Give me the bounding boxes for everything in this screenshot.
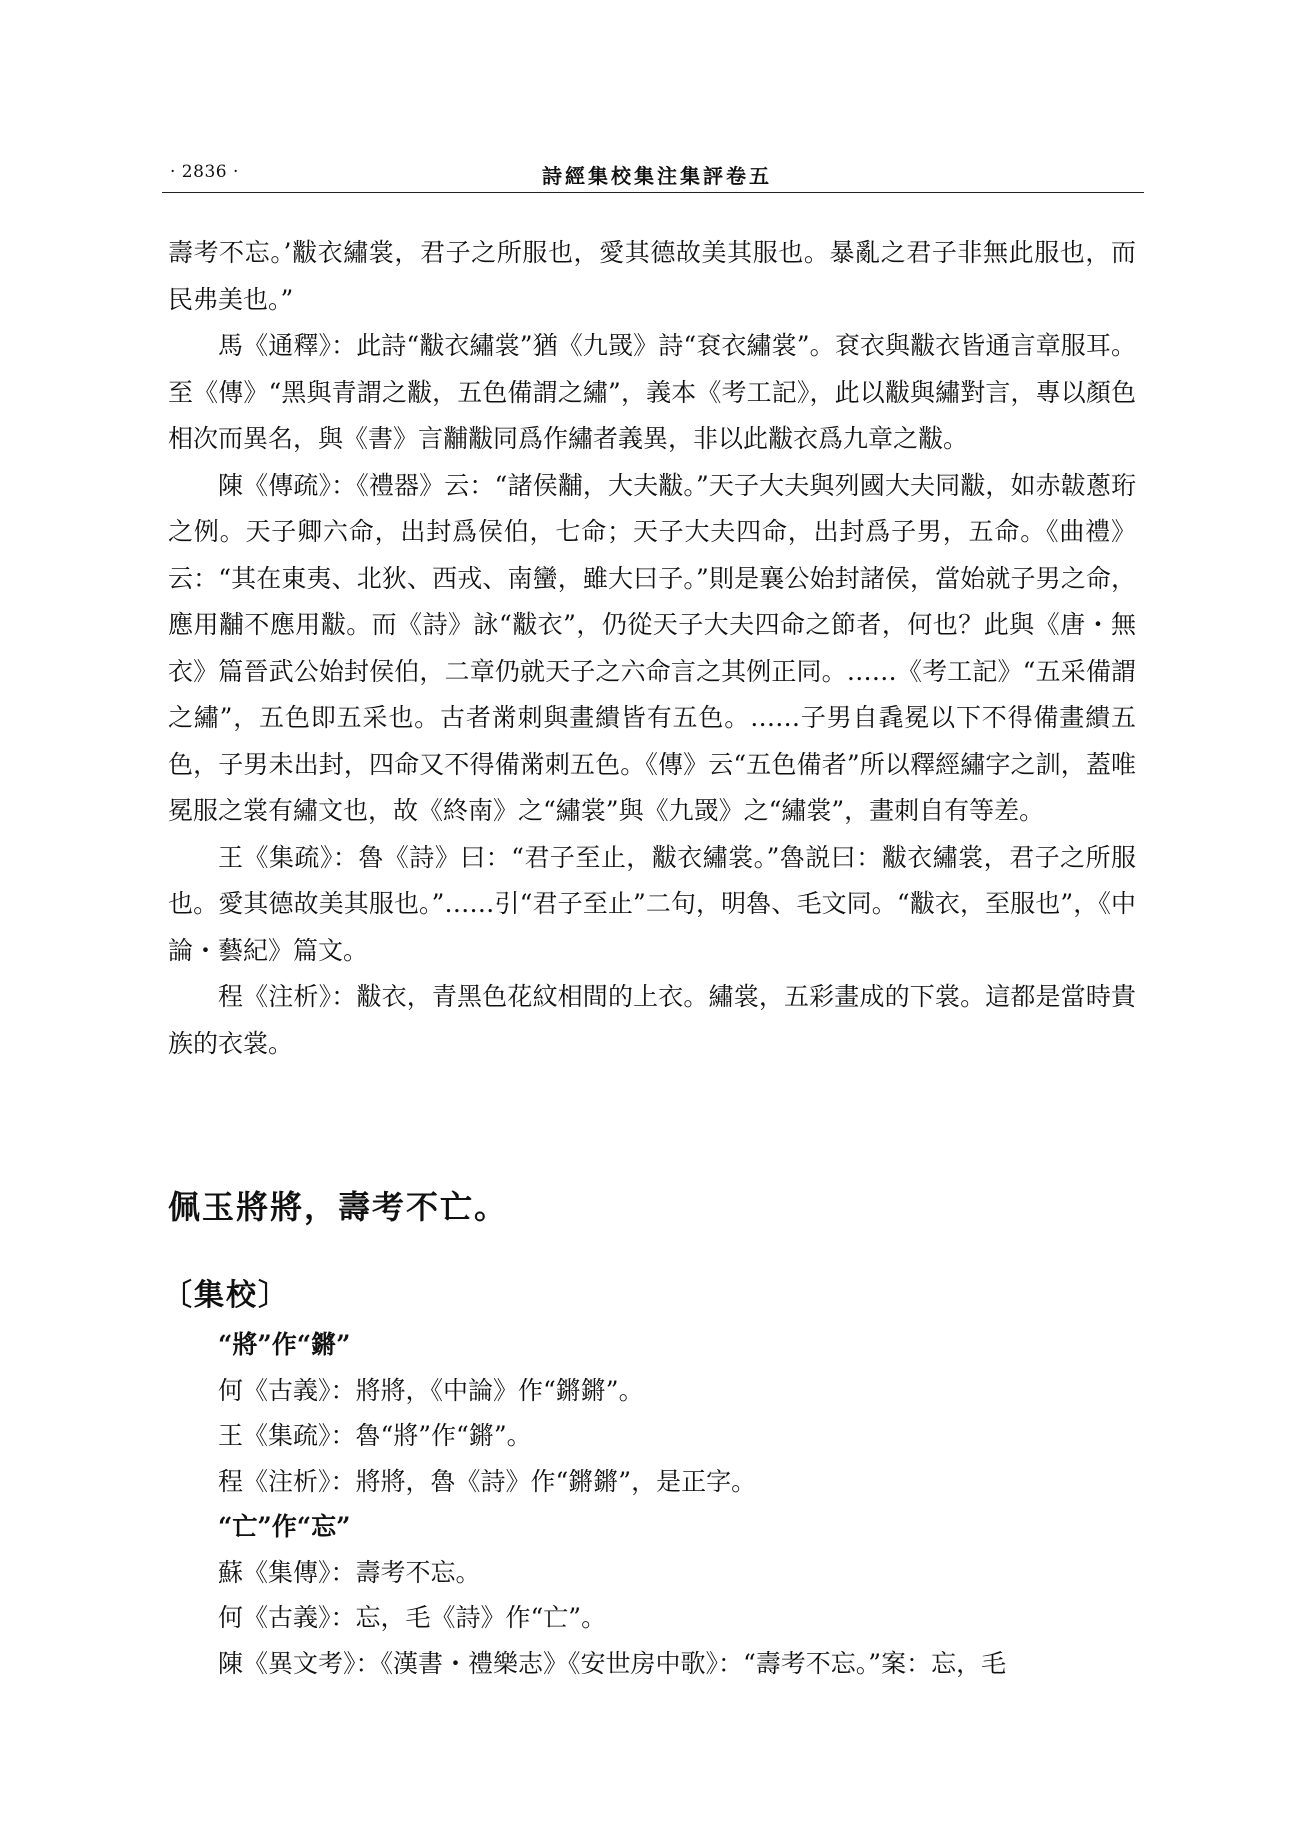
header-rule (162, 192, 1144, 193)
paragraph: 壽考不忘。’黻衣繡裳，君子之所服也，愛其德故美其服也。暴亂之君子非無此服也，而民弗美也。” (168, 238, 1136, 314)
page-header (162, 152, 1152, 188)
collation-notes (218, 1322, 1138, 1686)
note-line: 陳《異文考》：《漢書・禮樂志》《安世房中歌》：“壽考不忘。”案：忘，毛 (218, 1648, 1007, 1678)
paragraph: 陳《傳疏》：《禮器》云：“諸侯黼，大夫黻。”天子大夫與列國大夫同黻，如赤韍蔥珩之例。天子卿六命，出封爲侯伯，七命；天子大夫四命，出封爲子男，五命。《曲禮》云：“其在東夷、北狄、西戎、南蠻，雖大曰子。”則是襄公始封諸侯，當始就子男之命，應用黼不應用黻。而《詩》詠“黻衣”，仍從天子大夫四命之節者，何也？此與《唐・無衣》篇晉武公始封侯伯，二章仍就天子之六命言之其例正同。……《考工記》“五采備謂之繡”，五色即五采也。古者黹刺與畫繢皆有五色。……子男自毳冕以下不得備畫繢五色，子男未出封，四命又不得備黹刺五色。《傳》云“五色備者”所以釋經繡字之訓，蓋唯冕服之裳有繡文也，故《終南》之“繡裳”與《九罭》之“繡裳”，畫刺自有等差。 (168, 470, 1136, 825)
running-title: 詩經集校集注集評卷五 (542, 164, 772, 188)
note-line: 程《注析》：將將，魯《詩》作“鏘鏘”，是正字。 (218, 1466, 757, 1496)
section-heading: 〔集校〕 (162, 1278, 290, 1313)
paragraph: 王《集疏》：魯《詩》曰：“君子至止，黻衣繡裳。”魯説曰：黻衣繡裳，君子之所服也。愛其德故美其服也。”……引“君子至止”二句，明魯、毛文同。“黻衣，至服也”，《中論・藝紀》篇文。 (168, 842, 1136, 965)
paragraph: 程《注析》：黻衣，青黑色花紋相間的上衣。繡裳，五彩畫成的下裳。這都是當時貴族的衣裳。 (168, 982, 1136, 1058)
verse-line: 佩玉將將，壽考不亡。 (168, 1188, 509, 1226)
note-subheading: “亡”作“忘” (218, 1512, 351, 1541)
note-subheading: “將”作“鏘” (218, 1330, 351, 1359)
note-line: 蘇《集傳》：壽考不忘。 (218, 1557, 481, 1587)
paragraph: 馬《通釋》：此詩“黻衣繡裳”猶《九罭》詩“袞衣繡裳”。袞衣與黻衣皆通言章服耳。至《傳》“黑與青謂之黻，五色備謂之繡”，義本《考工記》，此以黻與繡對言，專以顏色相次而異名，與《書》言黼黻同爲作繡者義異，非以此黻衣爲九章之黻。 (168, 331, 1136, 453)
note-line: 何《古義》：忘，毛《詩》作“亡”。 (218, 1603, 607, 1632)
commentary-body (168, 230, 1136, 1067)
page-number: · 2836 · (170, 162, 239, 182)
note-line: 王《集疏》：魯“將”作“鏘”。 (218, 1421, 532, 1450)
note-line: 何《古義》：將將，《中論》作“鏘鏘”。 (218, 1375, 644, 1405)
